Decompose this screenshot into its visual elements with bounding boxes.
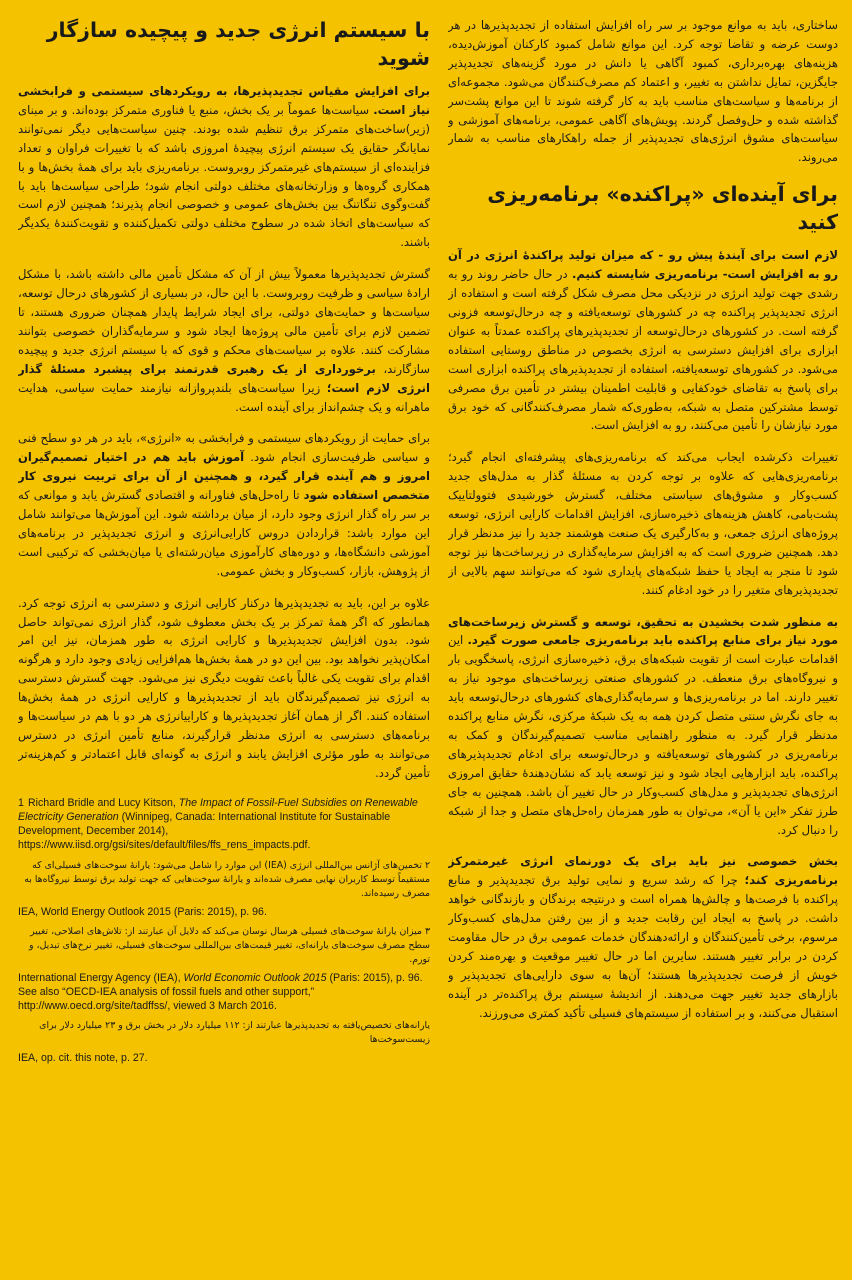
paragraph-text: در حال حاضر روند رو به رشدی جهت تولید انرژی در نزدیکی محل مصرف شکل گرفته است و استفاده از انرژی تجدیدپذیر پراکنده چه در کشورهای توسعه‌یافته و چه درحال‌توسعه فزونی گرفته است. در کشورهای درحال‌توسعه از تجدیدپذیرهای پراکنده عمدتاً به عنوان ابزاری برای افزایش دسترسی به انرژی بخصوص در مناطق روستایی استفاده می‌شود. در کشورهای توسعه‌یافته، استفاده از تجدیدپذیرهای پراکنده ابزاری است برای پاسخ به تقاضای خودکفایی و قابلیت اطمینان بیشتر در تأمین برق مصرفی توسط مشترکین متصل به شبکه، به‌طوری‌که شمار مصرف‌کنندگانی که خود برق مورد نیازشان را تأمین می‌کنند، رو به افزایش است. [448,267,838,433]
bold-lead: به منظور شدت بخشیدن به تحقیق، توسعه و گسترش زیرساخت‌های مورد نیاز برای منابع پراکنده باید برنامه‌ریزی جامعی صورت گیرد. [448,614,838,648]
footnote-1 [18,796,430,853]
paragraph-text: سیاست‌ها عموماً بر یک بخش، منبع یا فناوری متمرکز بوده‌اند. و بر مبنای (زیر)ساخت‌های متمرکز برق تنظیم شده بودند. چنین سیاست‌هایی دیگر نمی‌توانند نمایانگر حقایق یک سیستم انرژی پیچیدهٔ امروزی باشد که با تغییرات فراوان و تعداد فزاینده‌ای از سیستم‌های غیرمتمرکز روبروست. برنامه‌ریزی باید برای همهٔ بخش‌ها و با همکاری گروه‌ها و وزارتخانه‌های مختلف دولتی انجام شود؛ طراحی سیاست‌ها باید با گفت‌وگوی تنگاتنگ بین بخش‌های عمومی و خصوصی انجام پذیرند؛ همچنین لازم است که سیاست‌های اتخاذ شده در سطوح مختلف دولتی تکمیل‌کننده و تقویت‌کنندهٔ یکدیگر باشند. [18,102,430,250]
bold-lead: بخش خصوصی نیز باید برای یک دورنمای انرژی غیرمتمرکز برنامه‌ریزی کند؛ [448,854,838,888]
paragraph-text: چرا که رشد سریع و نمایی تولید برق تجدیدپذیر و منابع پراکنده با فرصت‌ها و چالش‌ها همراه است و درنتیجه برندگان و بازندگانی خواهد داشت. در پاسخ به ایجاد این رقابت جدید و از بین رفتن مدل‌های کسب‌وکار مرسوم، برخی تأمین‌کنندگان و ارائه‌دهندگان خدمات عمومی برق در حال مقاومت کردن در برابر تغییر هستند. سایرین اما در حال تغییر موقعیت و بهره‌مند کردن خویش از فرصت تجدیدپذیرها هستند؛ آن‌ها به سوی دارایی‌های تجدیدپذیر و بازارهای جدید تغییر جهت می‌دهند. از اندیشهٔ سیستم برق پراکنده‌تر در آینده استقبال می‌کنند، و بر استفاده از سیستم‌های فسیلی تأکید کمتری می‌ورزند. [448,873,838,1020]
footnote-citation: (Paris: 2015), p. 96. See also “OECD-IEA analysis of fossil fuels and other support,” http://www.oecd.org/site/tadffss/, viewed 3 March 2016. [18,971,423,1013]
left-column [18,16,430,1266]
paragraph: علاوه بر این، باید به تجدیدپذیرها درکنار کارایی انرژی و دسترسی به انرژی توجه کرد. همانطور که اگر همهٔ تمرکز بر یک بخش معطوف شود، گذار انرژی نمی‌تواند حاصل شود. بدون افزایش تجدیدپذیرها و کارایی انرژی به طور همزمان، نیز این امر امکان‌پذیر نخواهد بود. بین این دو در همهٔ بخش‌ها هم‌افزایی زیادی وجود دارد و هرگونه اقدام برای تقویت یکی غالباً باعث تقویت دیگری نیز می‌شود. جهت گسترش دسترسی به انرژی نیز تصمیم‌گیرندگان باید از تجدیدپذیرها و کارایی انرژی در همهٔ بخش‌ها استفاده کنند. اگر از همان آغاز تجدیدپذیرها و کاراییانرژی هر دو با هم در سیاست‌ها و برنامه‌های دسترسی به انرژی مدنظر قرارگیرند، منابع تأمین انرژی در دسترس می‌توانند به طور مؤثری افزایش یابند و انرژی به گونه‌ای قابل اعتمادتر و کم‌هزینه‌تر تأمین گردد. [18,595,430,780]
footnote-authors: Richard Bridle and Lucy Kitson, [28,796,179,809]
footnote-2-persian: ۲ تخمین‌های آژانس بین‌المللی انرژی (IEA) این موارد را شامل می‌شود: یارانهٔ سوخت‌های فسیلی‌ای که مستقیماً توسط کاربران نهایی مصرف شده‌اند و یارانهٔ سوخت‌هایی که جهت تولید برق توسط نیروگاه‌ها به مصرف رسیده‌اند. [24,859,430,899]
section-heading-new-energy-system: با سیستم انرژی جدید و پیچیده سازگار شوید [46,18,430,70]
footnote-citation: (Winnipeg, Canada: International Institute for Sustainable Development, December 2014), https://www.iisd.org/gsi/sites/default/files/ffs_rens_impacts.pdf. [18,810,391,852]
paragraph-text: گسترش تجدیدپذیرها معمولاً بیش از آن که مشکل تأمین مالی داشته باشد، با مشکل ارادهٔ سیاسی و ظرفیت روبروست. با این حال، در بسیاری از کشورهای درحال توسعه، سیاست‌ها و حمایت‌های دولتی، برای ایجاد شرایط پایدار همچنان ضروری هستند، تا تضمین لازم برای تأمین مالی پروژه‌ها ایجاد شود و سرمایه‌گذاران خصوصی بتوانند مشارکت کنند. علاوه بر سیاست‌های محکم و قوی که با سیستم انرژی جدید و پیچیده سازگارند، [18,267,430,376]
bold-phrase: آموزش باید هم در اختیار تصمیم‌گیران امروز و هم آینده قرار گیرد، و همچنین از آن برای تربیت نیروی کار متخصص استفاده شود [18,450,430,503]
paragraph-text: تا راه‌حل‌های فناورانه و اقتصادی گسترش یابد و موانعی که بر سر راه گذار انرژی وجود دارد، از میان برداشته شود. این آموزش‌ها می‌توانند شامل این موارد باشد: قراردادن دروس کارایی‌انرژی و انرژی تجدیدپذیر در برنامه‌های آموزشی دانشگاه‌ها، و دوره‌های کارآموزی میان‌رشته‌ای یا میان‌بخشی که ترکیبی است از پژوهش، بازار، کسب‌وکار و بخش عمومی. [18,488,430,578]
footnote-title: The Impact of Fossil-Fuel Subsidies on Renewable Electricity Generation [18,796,418,823]
bold-lead: برای افزایش مقیاس تجدیدپذیرها، به رویکردهای سیستمی و فرابخشی نیاز است. [18,84,430,117]
footnotes [18,796,430,1066]
footnote-title: World Economic Outlook 2015 [183,971,327,984]
footnote-citation: International Energy Agency (IEA), [18,971,184,984]
paragraph [18,265,430,416]
paragraph [448,852,838,1022]
paragraph-text: این اقدامات عبارت است از تقویت شبکه‌های برق، ذخیره‌سازی انرژی، پاسخگویی بار و نیروگاه‌های برق منعطف. در کشورهای صنعتی زیرساخت‌های موجود نیاز به تغییر دارند. اما در برنامه‌ریزی‌ها و سرمایه‌گذاری‌های کشورهای درحال‌توسعه باید به جای نگرش سنتی متصل کردن همه به یک شبکهٔ مرکزی، نگرش منابع پراکنده مدنظر قرار گیرد. به منظور راهنمایی مناسب تصمیم‌گیرندگان و کمک به برنامه‌ریزی در کشورهای توسعه‌یافته و درحال‌توسعه برای ادغام تجدیدپذیرهای پراکنده، باید ابزارهایی ایجاد شود و نیز توسعه یابد که نشان‌دهندهٔ حقایق امروزی انرژی‌های تجدیدپذیر و مدل‌های کسب‌وکار در حال تغییر آن باشد. همچنین به جای طرز تفکر «این یا آن»، می‌توان به طور همزمان راه‌حل‌های متصل و جدا از شبکه را دنبال کرد. [448,633,838,837]
section-heading-distributed-future: برای آینده‌ای «پراکنده» برنامه‌ریزی کنید [487,182,838,235]
paragraph [18,429,430,580]
paragraph [448,246,838,435]
footnote-2-english: IEA, World Energy Outlook 2015 (Paris: 2015), p. 96. [18,905,267,918]
paragraph [18,82,430,252]
paragraph-text: زیرا سیاست‌های بلندپروازانه نیازمند حمایت سیاسی، هدایت ماهرانه و یک چشم‌انداز برای آینده است. [18,380,430,414]
footnote-4-english: IEA, op. cit. this note, p. 27. [18,1052,148,1065]
paragraph [448,613,838,840]
bold-lead: لازم است برای آیندهٔ پیش رو - که میزان تولید پراکندهٔ انرژی در آن رو به افزایش است- برنامه‌ریزی شایسته کنیم. [448,248,838,282]
intro-paragraph: ساختاری، باید به موانع موجود بر سر راه افزایش استفاده از تجدیدپذیرها در هر دوست عرضه و تقاضا توجه کرد. این موانع شامل کمبود کارکنان آموزش‌دیده، هزینه‌های بهره‌برداری، کمبود آگاهی یا دانش در مورد گزینه‌های تجدیدپذیر جایگزین، تمایل نداشتن به تغییر، و اعتماد کم مصرف‌کنندگان می‌شود. مجموعه‌ای از برنامه‌ها و سیاست‌های مناسب باید به کار گرفته شوند تا این موانع پشت‌سر گذاشته شده و حل‌وفصل گردند. پویش‌های آگاهی عمومی، برنامه‌های آموزشی و سیاست‌های مشوق انرژی‌های تجدیدپذیر از جمله راهکارهای مناسب به شمار می‌روند. [448,18,838,165]
paragraph-text: برای حمایت از رویکردهای سیستمی و فرابخشی به «انرژی»، باید در هر دو سطح فنی و سیاسی ظرفیت‌سازی انجام شود. [18,431,430,465]
footnote-3-english [18,971,430,1014]
footnote-3-persian: ۳ میزان یارانهٔ سوخت‌های فسیلی هرسال نوسان می‌کند که دلایل آن عبارتند از: تلاش‌های اصلاحی، تغییر سطح مصرف سوخت‌های یارانه‌ای، تغییر قیمت‌های بین‌المللی سوخت‌های فسیلی، تغییر نرخ‌های تبدیل، و تورم. [29,925,430,965]
footnote-number: 1 [18,796,24,809]
bold-phrase: برخورداری از یک رهبری قدرتمند برای پیشبرد مسئلهٔ گذار انرژی لازم است؛ [18,361,430,395]
paragraph: تغییرات ذکرشده ایجاب می‌کند که برنامه‌ریزی‌های پیشرفته‌ای انجام گیرد؛ برنامه‌ریزی‌هایی که علاوه بر توجه کردن به مسئلهٔ گذار به مدل‌های جدید کسب‌وکار و مشوق‌های سیاستی مختلف، گسترش خورشیدی فتوولتاییک پشت‌بامی، کاهش هزینه‌های ذخیره‌سازی، افزایش اقدامات کارایی انرژی، توسعه پروژه‌های انرژی جمعی، و به‌کارگیری یک صنعت هوشمند جدید را نیز مدنظر قرار دهد. همچنین ضروری است که به افزایش سرمایه‌گذاری در زیرساخت‌ها نیز توجه شود تا منجر به ایجاد یا حفظ شبکه‌های پایداری شود که می‌توانند سهم بالایی از تجدیدپذیرهای متغیر را در خود ادغام کنند. [448,450,838,597]
footnote-4-persian: یارانه‌های تخصیص‌یافته به تجدیدپذیرها عبارتند از: ۱۱۲ میلیارد دلار در بخش برق و ۲۳ میلیارد دلار برای زیست‌سوخت‌ها [39,1020,430,1046]
right-column [448,16,838,1266]
